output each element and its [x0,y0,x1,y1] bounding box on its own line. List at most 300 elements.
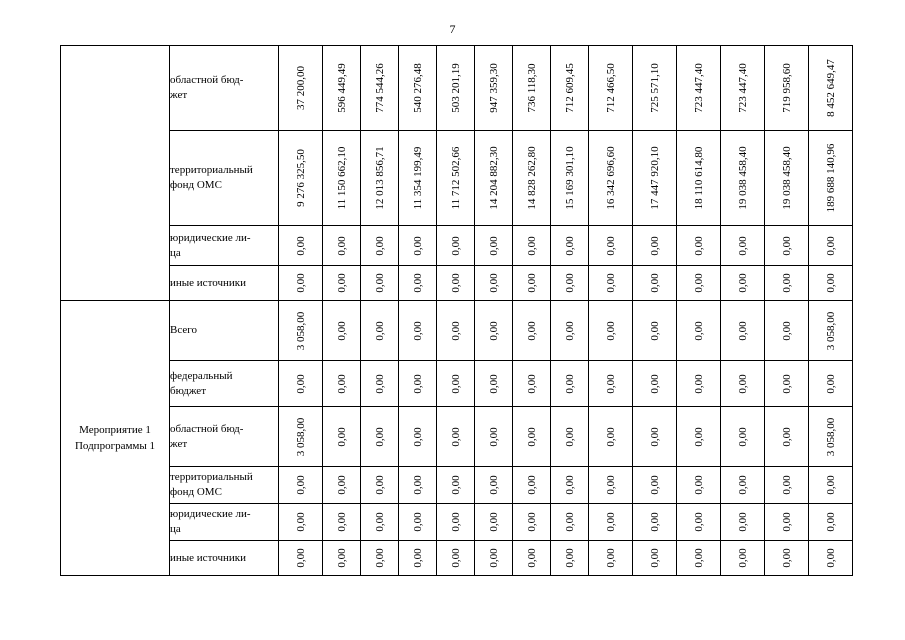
value-text: 0,00 [604,512,617,532]
value-cell [513,467,551,504]
table-row [61,226,853,266]
value-cell [633,541,677,576]
value-cell [589,301,633,361]
value-text: 0,00 [373,426,386,447]
value-text: 0,00 [780,548,793,568]
value-cell [437,467,475,504]
value-text: 0,00 [411,320,424,341]
value-text: 3 058,00 [824,417,837,456]
value-text: 0,00 [780,273,793,293]
value-text: 16 342 696,60 [604,146,617,210]
value-cell [361,467,399,504]
value-cell [513,361,551,407]
value-text: 596 449,49 [335,63,348,113]
value-cell [765,226,809,266]
value-text: 0,00 [648,373,661,394]
value-cell [809,467,853,504]
value-cell [513,407,551,467]
value-text: 0,00 [373,320,386,341]
value-text: 0,00 [487,235,500,256]
value-text: 0,00 [294,273,307,293]
value-cell [475,301,513,361]
value-text: 719 958,60 [780,63,793,113]
value-cell [809,226,853,266]
value-text: 0,00 [449,426,462,447]
value-text: 0,00 [373,373,386,394]
value-cell [677,541,721,576]
value-cell [633,301,677,361]
value-cell [677,131,721,226]
value-cell [589,131,633,226]
value-cell [551,541,589,576]
value-text: 736 118,30 [525,63,538,113]
value-text: 0,00 [335,273,348,293]
value-text: 0,00 [824,512,837,532]
value-text: 0,00 [335,512,348,532]
page-number: 7 [449,22,456,36]
value-text: 0,00 [648,512,661,532]
value-text: 0,00 [411,426,424,447]
value-cell [475,407,513,467]
value-text: 0,00 [736,320,749,341]
value-cell [399,541,437,576]
value-cell [809,504,853,541]
value-text: 15 169 301,10 [563,146,576,210]
value-text: 0,00 [335,373,348,394]
value-cell [279,504,323,541]
value-cell [633,131,677,226]
value-text: 0,00 [487,373,500,394]
value-cell [513,504,551,541]
value-cell [633,266,677,301]
value-cell [677,361,721,407]
value-text: 0,00 [525,512,538,532]
value-cell [475,226,513,266]
value-text: 0,00 [604,373,617,394]
value-text: 712 609,45 [563,63,576,113]
value-cell [361,226,399,266]
value-cell [475,504,513,541]
value-text: 0,00 [449,235,462,256]
value-text: 0,00 [780,512,793,532]
value-text: 0,00 [824,548,837,568]
value-cell [323,467,361,504]
value-cell [551,407,589,467]
value-cell [399,504,437,541]
table-row [61,541,853,576]
value-cell [721,301,765,361]
value-text: 0,00 [449,512,462,532]
value-text: 0,00 [449,548,462,568]
value-text: 0,00 [824,273,837,293]
value-cell [677,467,721,504]
value-text: 0,00 [692,548,705,568]
value-cell [765,301,809,361]
value-cell [361,407,399,467]
value-cell [361,504,399,541]
value-text: 0,00 [604,475,617,495]
value-text: 503 201,19 [449,63,462,113]
value-text: 0,00 [373,548,386,568]
value-text: 947 359,30 [487,63,500,113]
value-cell [437,131,475,226]
value-text: 19 038 458,40 [780,146,793,210]
value-cell [361,301,399,361]
value-text: 0,00 [525,475,538,495]
value-text: 0,00 [487,273,500,293]
value-text: 725 571,10 [648,63,661,113]
value-cell [437,301,475,361]
value-text: 11 354 199,49 [411,146,424,210]
value-cell [437,226,475,266]
table-row [61,467,853,504]
value-text: 0,00 [335,475,348,495]
value-text: 0,00 [604,426,617,447]
value-text: 0,00 [487,512,500,532]
value-cell [721,541,765,576]
value-text: 0,00 [780,426,793,447]
value-text: 0,00 [487,426,500,447]
table-row [61,46,853,131]
value-cell [361,131,399,226]
funding-source-cell: федеральный бюджет [170,361,279,407]
table-row [61,407,853,467]
value-cell [721,361,765,407]
value-cell [323,301,361,361]
value-cell [437,407,475,467]
value-text: 0,00 [736,426,749,447]
value-text: 0,00 [294,512,307,532]
value-text: 0,00 [411,475,424,495]
value-cell [551,504,589,541]
value-cell [399,131,437,226]
value-cell [279,541,323,576]
value-cell [399,467,437,504]
value-text: 0,00 [692,426,705,447]
value-cell [323,46,361,131]
value-text: 0,00 [335,426,348,447]
value-cell [721,131,765,226]
value-cell [323,361,361,407]
value-text: 0,00 [563,235,576,256]
value-text: 0,00 [604,320,617,341]
value-text: 0,00 [563,548,576,568]
value-cell [323,407,361,467]
value-text: 0,00 [487,320,500,341]
value-cell [437,361,475,407]
value-cell [437,504,475,541]
value-text: 0,00 [411,373,424,394]
value-text: 14 828 262,80 [525,146,538,210]
value-cell [279,301,323,361]
value-text: 0,00 [780,475,793,495]
value-text: 723 447,40 [692,63,705,113]
value-text: 0,00 [373,475,386,495]
funding-source-cell: иные источники [170,266,279,301]
value-cell [765,46,809,131]
value-cell [279,266,323,301]
value-cell [475,266,513,301]
value-text: 0,00 [411,512,424,532]
value-cell [765,266,809,301]
value-text: 189 688 140,96 [824,143,837,213]
value-text: 0,00 [525,320,538,341]
value-cell [809,266,853,301]
value-cell [361,361,399,407]
value-cell [361,541,399,576]
value-text: 0,00 [736,235,749,256]
funding-source-cell: Всего [170,301,279,361]
value-text: 0,00 [449,373,462,394]
value-cell [513,131,551,226]
value-text: 0,00 [563,373,576,394]
value-cell [765,361,809,407]
value-text: 712 466,50 [604,63,617,113]
value-text: 0,00 [648,273,661,293]
value-text: 0,00 [373,273,386,293]
value-cell [677,301,721,361]
value-cell [633,504,677,541]
value-cell [399,361,437,407]
value-text: 14 204 882,30 [487,146,500,210]
value-text: 0,00 [335,235,348,256]
value-cell [589,46,633,131]
value-cell [589,467,633,504]
program-cell [61,46,170,301]
value-cell [323,541,361,576]
table-row [61,504,853,541]
value-cell [589,541,633,576]
value-text: 0,00 [449,320,462,341]
value-text: 0,00 [449,475,462,495]
value-cell [475,361,513,407]
value-cell [551,361,589,407]
value-text: 0,00 [736,373,749,394]
value-text: 0,00 [294,548,307,568]
value-text: 540 276,48 [411,63,424,113]
value-cell [551,467,589,504]
value-cell [323,504,361,541]
value-text: 0,00 [525,426,538,447]
value-cell [589,266,633,301]
value-cell [809,541,853,576]
value-text: 3 058,00 [294,417,307,456]
value-cell [677,46,721,131]
value-text: 0,00 [487,548,500,568]
value-text: 11 712 502,66 [449,146,462,210]
value-cell [513,301,551,361]
value-cell [551,301,589,361]
value-cell [279,46,323,131]
value-cell [633,361,677,407]
value-text: 0,00 [692,235,705,256]
value-cell [361,46,399,131]
value-cell [475,131,513,226]
value-cell [765,467,809,504]
value-text: 0,00 [780,235,793,256]
value-text: 0,00 [563,426,576,447]
value-text: 774 544,26 [373,63,386,113]
value-cell [633,407,677,467]
value-cell [677,504,721,541]
value-text: 0,00 [525,373,538,394]
value-text: 8 452 649,47 [824,59,837,117]
value-cell [551,46,589,131]
value-cell [589,504,633,541]
value-cell [721,467,765,504]
value-cell [475,541,513,576]
value-text: 0,00 [449,273,462,293]
value-cell [323,131,361,226]
value-text: 19 038 458,40 [736,146,749,210]
value-cell [589,226,633,266]
value-cell [589,407,633,467]
value-cell [633,226,677,266]
value-cell [279,226,323,266]
value-text: 0,00 [648,235,661,256]
value-text: 0,00 [736,512,749,532]
value-text: 9 276 325,50 [294,149,307,207]
value-text: 12 013 856,71 [373,146,386,210]
value-text: 0,00 [335,320,348,341]
value-cell [721,226,765,266]
value-text: 0,00 [604,548,617,568]
funding-source-cell: областной бюд- жет [170,407,279,467]
value-cell [765,504,809,541]
value-cell [633,467,677,504]
value-text: 18 110 614,80 [692,146,705,210]
value-text: 0,00 [692,475,705,495]
value-cell [399,407,437,467]
value-text: 0,00 [824,475,837,495]
funding-source-cell: областной бюд- жет [170,46,279,131]
value-text: 0,00 [736,273,749,293]
value-text: 0,00 [648,320,661,341]
value-text: 0,00 [604,235,617,256]
value-cell [475,46,513,131]
value-text: 0,00 [648,475,661,495]
value-cell [437,46,475,131]
value-text: 11 150 662,10 [335,146,348,210]
value-text: 17 447 920,10 [648,146,661,210]
table-row [61,131,853,226]
value-text: 0,00 [525,273,538,293]
funding-source-cell: территориальный фонд ОМС [170,131,279,226]
value-text: 3 058,00 [824,311,837,350]
value-cell [513,46,551,131]
value-cell [721,46,765,131]
value-cell [279,407,323,467]
value-text: 0,00 [648,548,661,568]
value-text: 0,00 [692,512,705,532]
value-cell [809,301,853,361]
value-cell [677,266,721,301]
value-text: 0,00 [780,320,793,341]
value-text: 0,00 [563,512,576,532]
value-text: 37 200,00 [294,66,307,110]
value-text: 0,00 [563,273,576,293]
table-row [61,266,853,301]
value-cell [809,46,853,131]
value-cell [633,46,677,131]
value-cell [399,301,437,361]
value-text: 0,00 [294,235,307,256]
value-text: 0,00 [692,373,705,394]
value-text: 0,00 [525,548,538,568]
value-text: 0,00 [335,548,348,568]
value-text: 0,00 [604,273,617,293]
value-cell [765,407,809,467]
value-cell [279,131,323,226]
value-text: 0,00 [563,320,576,341]
value-cell [513,266,551,301]
value-cell [721,504,765,541]
funding-source-cell: территориальный фонд ОМС [170,467,279,504]
value-cell [551,266,589,301]
value-cell [721,266,765,301]
value-cell [765,541,809,576]
value-text: 723 447,40 [736,63,749,113]
value-cell [721,407,765,467]
value-cell [323,226,361,266]
value-text: 0,00 [294,475,307,495]
value-cell [677,407,721,467]
program-cell: Мероприятие 1 Подпрограммы 1 [61,301,170,576]
value-cell [475,467,513,504]
value-text: 0,00 [736,475,749,495]
value-cell [399,46,437,131]
funding-source-cell: иные источники [170,541,279,576]
value-text: 0,00 [692,273,705,293]
value-cell [551,131,589,226]
value-cell [809,407,853,467]
value-text: 0,00 [824,373,837,394]
budget-table [60,45,853,576]
value-cell [809,361,853,407]
value-text: 0,00 [563,475,576,495]
value-cell [279,467,323,504]
value-text: 0,00 [411,273,424,293]
value-cell [809,131,853,226]
value-cell [323,266,361,301]
value-text: 0,00 [294,373,307,394]
funding-source-cell: юридические ли- ца [170,226,279,266]
value-cell [279,361,323,407]
value-text: 0,00 [411,235,424,256]
value-cell [677,226,721,266]
value-text: 0,00 [780,373,793,394]
table-row [61,301,853,361]
value-text: 0,00 [411,548,424,568]
value-text: 0,00 [373,235,386,256]
value-text: 0,00 [648,426,661,447]
value-cell [399,266,437,301]
value-cell [765,131,809,226]
value-cell [513,226,551,266]
value-cell [361,266,399,301]
value-cell [437,266,475,301]
value-cell [399,226,437,266]
value-text: 0,00 [824,235,837,256]
value-text: 0,00 [373,512,386,532]
value-cell [589,361,633,407]
table-row [61,361,853,407]
value-cell [513,541,551,576]
funding-source-cell: юридические ли- ца [170,504,279,541]
value-text: 3 058,00 [294,311,307,350]
value-text: 0,00 [525,235,538,256]
value-cell [551,226,589,266]
